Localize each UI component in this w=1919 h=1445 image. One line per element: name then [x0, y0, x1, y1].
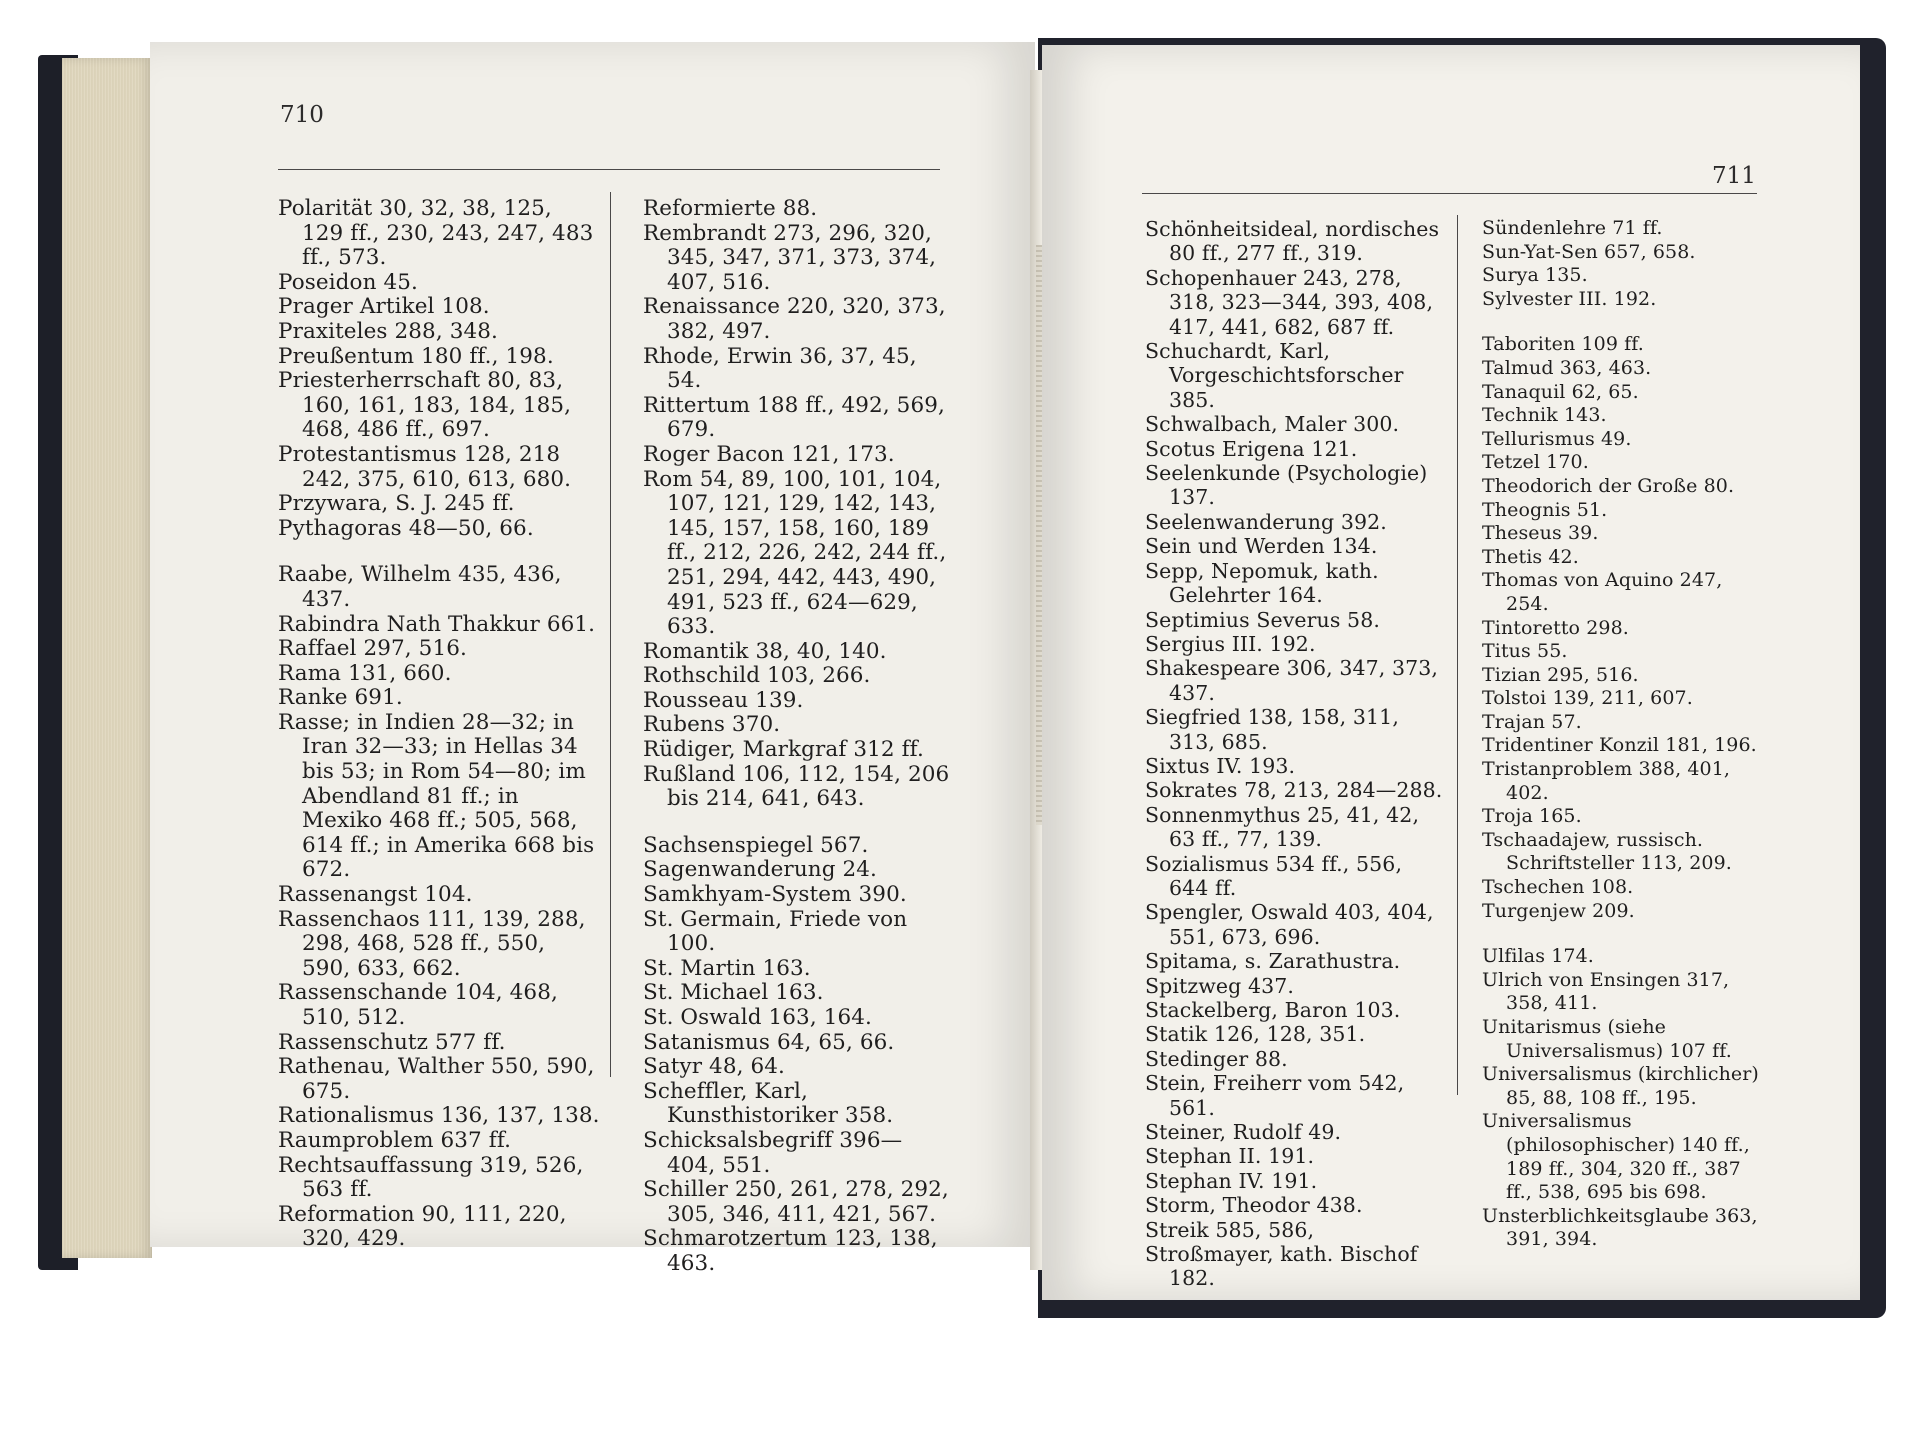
index-entry: Stephan IV. 191. [1145, 1168, 1318, 1193]
index-entry: Schiller 250, 261, 278, 292, 305, 346, 411, 421, 567. [643, 1177, 949, 1227]
index-entry: Tolstoi 139, 211, 607. [1482, 687, 1693, 710]
index-entry: Rathenau, Walther 550, 590, 675. [278, 1054, 595, 1104]
index-entry: Tanaquil 62, 65. [1482, 380, 1639, 403]
index-entry: Surya 135. [1482, 264, 1588, 287]
index-entry: Troja 165. [1482, 805, 1582, 828]
index-entry: Thetis 42. [1482, 545, 1579, 568]
index-entry: Rom 54, 89, 100, 101, 104, 107, 121, 129, 142, 143, 145, 157, 158, 160, 189 ff., 212, 226, 242, 244 ff., 251, 294, 442, 443, 490, 491, 523 ff., 624—629, 633. [643, 466, 947, 640]
index-entry: Scotus Erigena 121. [1145, 436, 1358, 461]
index-entry: Septimius Severus 58. [1145, 607, 1380, 632]
index-entry: Sylvester III. 192. [1482, 287, 1657, 310]
index-entry: Satanismus 64, 65, 66. [643, 1029, 895, 1055]
index-entry: Sozialismus 534 ff., 556, 644 ff. [1145, 851, 1403, 900]
index-entry: Tellurismus 49. [1482, 427, 1632, 450]
index-entry: Rüdiger, Markgraf 312 ff. [643, 737, 924, 763]
index-entry: Seelenkunde (Psychologie) 137. [1145, 461, 1428, 510]
index-entry: Sein und Werden 134. [1145, 534, 1378, 559]
index-entry: Universalismus (philosophischer) 140 ff., 189 ff., 304, 320 ff., 387 ff., 538, 695 bis 698. [1482, 1110, 1750, 1204]
index-entry: Raumproblem 637 ff. [278, 1127, 512, 1153]
page-number: 710 [280, 102, 324, 128]
index-entry: Tristanproblem 388, 401, 402. [1482, 758, 1731, 804]
index-entry: Scheffler, Karl, Kunsthistoriker 358. [643, 1078, 894, 1129]
index-entry: St. Germain, Friede von 100. [643, 906, 908, 957]
index-entry: Trajan 57. [1482, 710, 1582, 733]
index-entry: Schönheitsideal, nordisches 80 ff., 277 ff., 319. [1145, 217, 1440, 266]
index-entry: Raabe, Wilhelm 435, 436, 437. [278, 562, 562, 612]
index-entry: Raffael 297, 516. [278, 636, 467, 662]
index-entry: St. Michael 163. [643, 980, 824, 1006]
index-entry: Sun-Yat-Sen 657, 658. [1482, 240, 1696, 263]
right-page [1042, 45, 1860, 1300]
index-column-right-1 [1145, 217, 1445, 1291]
index-entry: Sündenlehre 71 ff. [1482, 217, 1663, 239]
column-divider [610, 192, 611, 1077]
index-entry: Rama 131, 660. [278, 660, 452, 686]
index-entry: Sixtus IV. 193. [1145, 753, 1296, 778]
left-page [150, 42, 1035, 1276]
index-entry: Rasse; in Indien 28—32; in Iran 32—33; in Hellas 34 bis 53; in Rom 54—80; im Abendland 81 ff.; in Mexiko 468 ff.; 505, 568, 614 ff.; in Amerika 668 bis 672. [278, 709, 595, 883]
index-entry: Tridentiner Konzil 181, 196. [1482, 734, 1757, 757]
index-entry: Rassenangst 104. [278, 882, 473, 908]
index-entry: Sonnenmythus 25, 41, 42, 63 ff., 77, 139. [1145, 802, 1420, 852]
index-entry: Tschechen 108. [1482, 876, 1634, 899]
index-entry: Rhode, Erwin 36, 37, 45, 54. [643, 343, 917, 394]
index-entry: Schmarotzertum 123, 138, 463. [643, 1226, 938, 1276]
index-entry: Theodorich der Große 80. [1482, 474, 1735, 497]
index-entry: Prager Artikel 108. [278, 294, 490, 320]
index-entry: Tetzel 170. [1482, 451, 1589, 474]
index-entry: Taboriten 109 ff. [1482, 333, 1644, 356]
index-entry: Roger Bacon 121, 173. [643, 441, 895, 467]
index-entry: Tschaadajew, russisch. Schriftsteller 113, 209. [1482, 828, 1732, 875]
index-entry: Stedinger 88. [1145, 1046, 1288, 1071]
page-number: 711 [1712, 163, 1756, 189]
index-entry: Thomas von Aquino 247, 254. [1482, 569, 1723, 615]
index-entry: Rationalismus 136, 137, 138. [278, 1103, 600, 1129]
index-entry: Spitzweg 437. [1145, 973, 1295, 998]
index-entry: Praxiteles 288, 348. [278, 318, 498, 344]
index-entry: Satyr 48, 64. [643, 1054, 785, 1080]
index-entry: Pythagoras 48—50, 66. [278, 515, 534, 541]
index-entry: Polarität 30, 32, 38, 125, 129 ff., 230, 243, 247, 483 ff., 573. [278, 196, 594, 271]
index-entry: Spengler, Oswald 403, 404, 551, 673, 696. [1145, 900, 1434, 949]
index-entry: Theognis 51. [1482, 498, 1608, 521]
index-entry: Rousseau 139. [643, 687, 804, 713]
index-entry: Streik 585, 586, [1145, 1217, 1315, 1242]
index-entry: St. Martin 163. [643, 955, 811, 981]
index-entry: Schicksalsbegriff 396—404, 551. [643, 1127, 903, 1178]
index-entry: Seelenwanderung 392. [1145, 509, 1387, 534]
index-entry: Storm, Theodor 438. [1145, 1193, 1363, 1218]
index-entry: Unsterblichkeitsglaube 363, 391, 394. [1482, 1204, 1758, 1251]
index-entry: Rembrandt 273, 296, 320, 345, 347, 371, 373, 374, 407, 516. [643, 220, 937, 295]
index-entry: Stephan II. 191. [1145, 1144, 1315, 1169]
index-entry: Preußentum 180 ff., 198. [278, 343, 554, 369]
index-entry: Rothschild 103, 266. [643, 663, 871, 689]
index-entry: Schuchardt, Karl, Vorgeschichtsforscher 385. [1145, 339, 1404, 412]
index-entry: Priesterherrschaft 80, 83, 160, 161, 183, 184, 185, 468, 486 ff., 697. [278, 368, 572, 443]
index-entry: Samkhyam-System 390. [643, 882, 907, 908]
index-entry: Renaissance 220, 320, 373, 382, 497. [643, 294, 946, 344]
index-entry: Stein, Freiherr vom 542, 561. [1145, 1071, 1405, 1120]
index-entry: Reformation 90, 111, 220, 320, 429. [278, 1201, 567, 1252]
index-entry: Reformierte 88. [643, 196, 818, 221]
header-rule [278, 169, 940, 170]
index-entry: Rassenschande 104, 468, 510, 512. [278, 980, 558, 1030]
index-entry: Turgenjew 209. [1482, 899, 1635, 922]
header-rule [1142, 193, 1757, 194]
index-column-right-2 [1482, 217, 1762, 1252]
column-divider [1457, 215, 1458, 1095]
index-entry: Talmud 363, 463. [1482, 356, 1652, 379]
index-entry: Rubens 370. [643, 712, 781, 738]
index-entry: Ulrich von Ensingen 317, 358, 411. [1482, 968, 1730, 1015]
index-entry: Sagenwanderung 24. [643, 857, 877, 883]
index-entry: Tizian 295, 516. [1482, 663, 1639, 686]
index-entry: Przywara, S. J. 245 ff. [278, 491, 515, 517]
index-entry: Poseidon 45. [278, 269, 418, 295]
index-entry: Romantik 38, 40, 140. [643, 638, 887, 664]
index-entry: Technik 143. [1482, 404, 1607, 427]
index-entry: Stackelberg, Baron 103. [1145, 998, 1401, 1022]
index-entry: Sokrates 78, 213, 284—288. [1145, 778, 1443, 803]
index-entry: Schwalbach, Maler 300. [1145, 412, 1400, 437]
index-entry: Protestantismus 128, 218 242, 375, 610, 613, 680. [278, 441, 572, 492]
index-entry: Shakespeare 306, 347, 373, 437. [1145, 656, 1439, 705]
index-entry: Rassenschutz 577 ff. [278, 1029, 506, 1055]
index-column-left-1 [278, 197, 600, 1252]
index-column-left-2 [643, 197, 950, 1277]
index-entry: Unitarismus (siehe Universalismus) 107 ff. [1482, 1016, 1732, 1062]
index-entry: Stroßmayer, kath. Bischof 182. [1145, 1242, 1418, 1291]
index-entry: Ulfilas 174. [1482, 945, 1594, 968]
index-entry: Sachsenspiegel 567. [643, 832, 869, 858]
index-entry: Spitama, s. Zarathustra. [1145, 949, 1401, 974]
index-entry: Statik 126, 128, 351. [1145, 1022, 1366, 1047]
index-entry: Steiner, Rudolf 49. [1145, 1120, 1342, 1145]
index-entry: St. Oswald 163, 164. [643, 1005, 872, 1030]
index-entry: Sepp, Nepomuk, kath. Gelehrter 164. [1145, 558, 1379, 608]
index-entry: Rußland 106, 112, 154, 206 bis 214, 641, 643. [643, 761, 950, 812]
index-entry: Schopenhauer 243, 278, 318, 323—344, 393, 408, 417, 441, 682, 687 ff. [1145, 265, 1434, 339]
index-entry: Universalismus (kirchlicher) 85, 88, 108 ff., 195. [1482, 1063, 1759, 1109]
index-entry: Rechtsauffassung 319, 526, 563 ff. [278, 1152, 584, 1203]
index-entry: Rassenchaos 111, 139, 288, 298, 468, 528 ff., 550, 590, 633, 662. [278, 906, 586, 981]
index-entry: Tintoretto 298. [1482, 616, 1629, 639]
index-entry: Rittertum 188 ff., 492, 569, 679. [643, 392, 945, 443]
index-entry: Titus 55. [1482, 640, 1568, 663]
index-entry: Rabindra Nath Thakkur 661. [278, 611, 596, 637]
index-entry: Sergius III. 192. [1145, 631, 1316, 656]
page-edges [62, 58, 152, 1258]
index-entry: Siegfried 138, 158, 311, 313, 685. [1145, 705, 1399, 754]
index-entry: Theseus 39. [1482, 522, 1599, 545]
index-entry: Ranke 691. [278, 685, 403, 711]
